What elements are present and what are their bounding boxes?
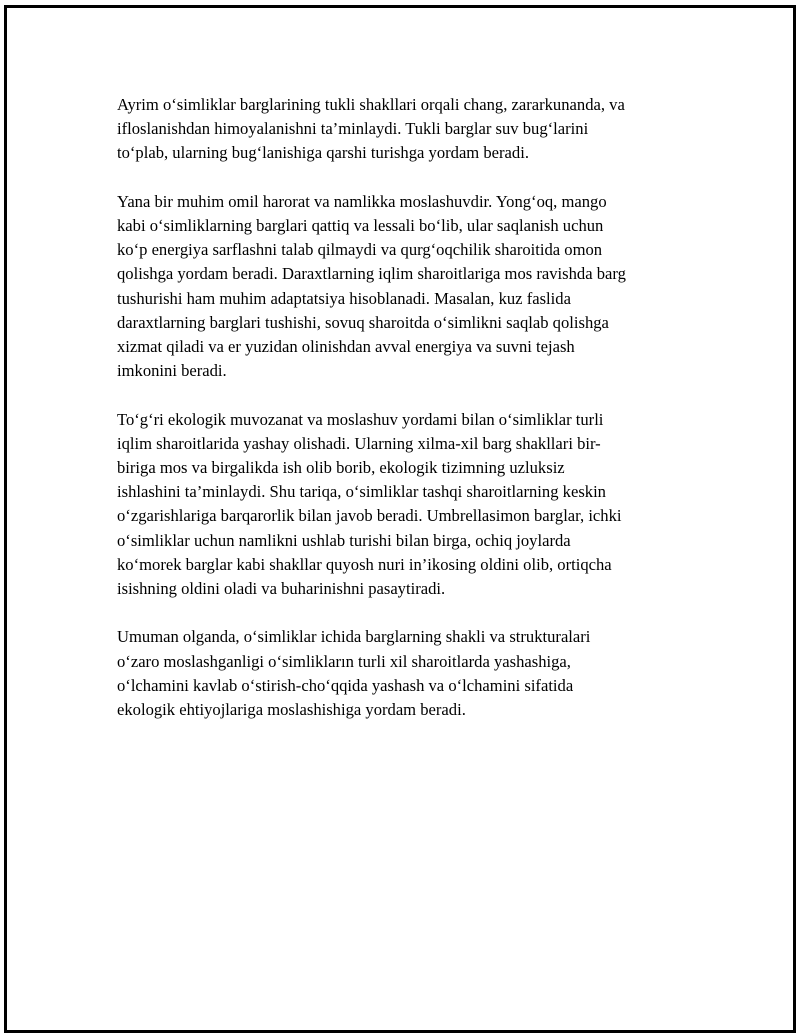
text-line: biriga mos va birgalikda ish olib borib, ekologik tizimning uzluksiz — [117, 458, 565, 478]
text-line: ko‘morek barglar kabi shakllar quyosh nuri in’ikosing oldini olib, ortiqcha — [117, 554, 612, 574]
text-line: Yana bir muhim omil harorat va namlikka moslashuvdir. Yong‘oq, mango — [117, 191, 607, 211]
text-line: iqlim sharoitlarida yashay olishadi. Ularning xilma-xil barg shakllari bir- — [117, 433, 601, 453]
text-line: xizmat qiladi va er yuzidan olinishdan avval energiya va suvni tejash — [117, 337, 575, 357]
paragraph-3 — [117, 408, 692, 602]
text-line: Umuman olganda, o‘simliklar ichida barglarning shakli va strukturalari — [117, 627, 591, 647]
text-line: o‘zaro moslashganligi o‘simlikların turli xil sharoitlarda yashashiga, — [117, 651, 571, 671]
text-line: to‘plab, ularning bug‘lanishiga qarshi turishga yordam beradi. — [117, 143, 529, 163]
paragraph-4 — [117, 625, 692, 722]
text-line: Ayrim o‘simliklar barglarining tukli shakllari orqali chang, zararkunanda, va — [117, 95, 625, 114]
document-body — [117, 93, 692, 746]
text-line: ifloslanishdan himoyalanishni ta’minlaydi. Tukli barglar suv bug‘larini — [117, 119, 589, 139]
paragraph-1 — [117, 93, 692, 166]
paragraph-2 — [117, 190, 692, 384]
text-line: o‘simliklar uchun namlikni ushlab turishi bilan birga, ochiq joylarda — [117, 530, 571, 550]
text-line: o‘zgarishlariga barqarorlik bilan javob beradi. Umbrellasimon barglar, ichki — [117, 506, 622, 526]
text-line: o‘lchamini kavlab o‘stirish-cho‘qqida yashash va o‘lchamini sifatida — [117, 675, 574, 695]
text-line: imkonini beradi. — [117, 361, 227, 381]
text-line: ishlashini ta’minlaydi. Shu tariqa, o‘simliklar tashqi sharoitlarning keskin — [117, 482, 606, 502]
text-line: qolishga yordam beradi. Daraxtlarning iqlim sharoitlariga mos ravishda barg — [117, 264, 626, 284]
text-line: daraxtlarning barglari tushishi, sovuq sharoitda o‘simlikni saqlab qolishga — [117, 312, 609, 332]
text-line: isishning oldini oladi va buharinishni pasaytiradi. — [117, 579, 446, 599]
text-line: kabi o‘simliklarning barglari qattiq va lessali bo‘lib, ular saqlanish uchun — [117, 216, 604, 235]
text-line: To‘g‘ri ekologik muvozanat va moslashuv yordami bilan o‘simliklar turli — [117, 409, 604, 429]
text-line: ekologik ehtiyojlariga moslashishiga yordam beradi. — [117, 700, 466, 720]
text-line: ko‘p energiya sarflashni talab qilmaydi va qurg‘oqchilik sharoitida omon — [117, 240, 603, 260]
text-line: tushurishi ham muhim adaptatsiya hisoblanadi. Masalan, kuz faslida — [117, 288, 571, 308]
